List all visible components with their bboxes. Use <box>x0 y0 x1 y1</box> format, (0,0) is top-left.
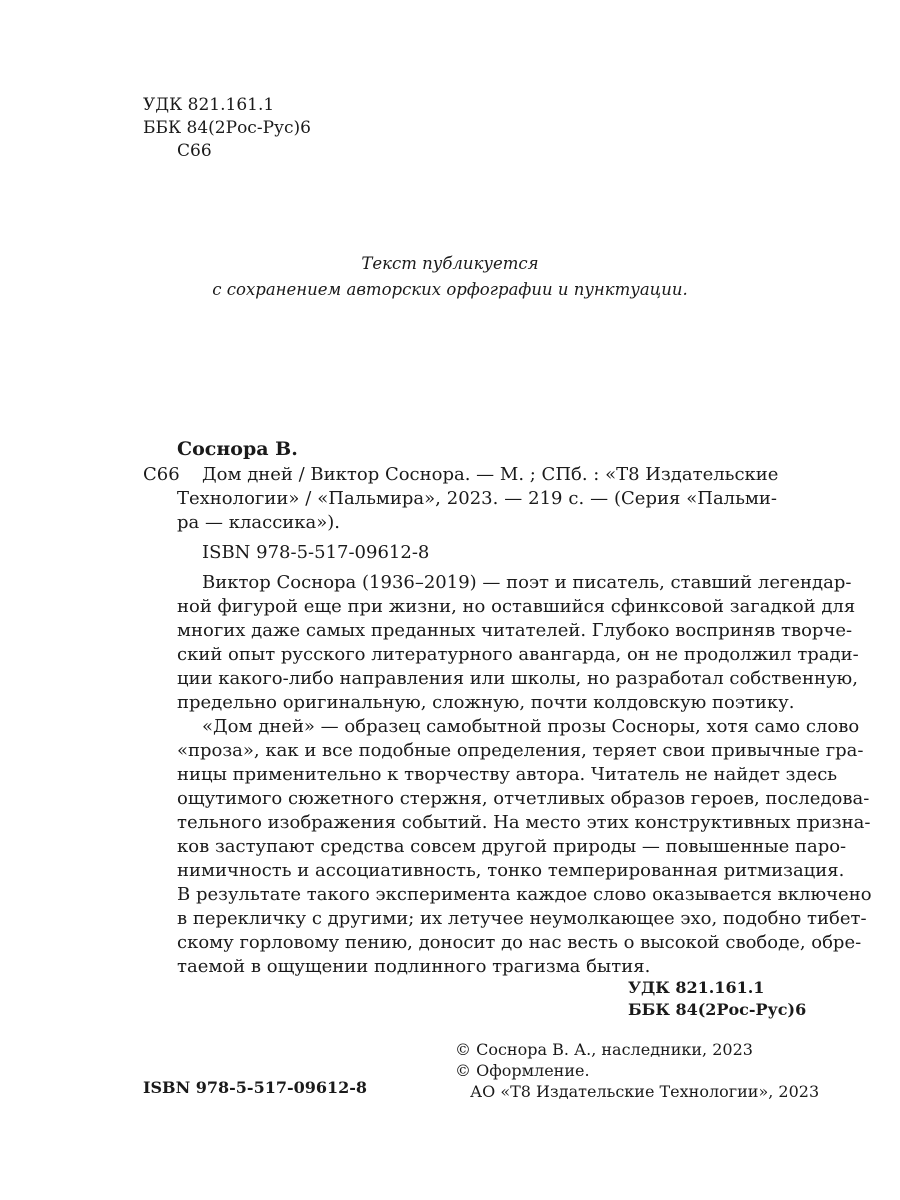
annotation-line: ницы применительно к творчеству автора. Читатель не найдет здесь <box>177 764 838 785</box>
author-mark-top: С66 <box>177 141 212 161</box>
biblio-line: Дом дней / Виктор Соснора. — М. ; СПб. : «Т8 Издательские <box>202 464 779 485</box>
copyright-author: © Соснора В. А., наследники, 2023 <box>455 1040 753 1059</box>
udk-code-top: УДК 821.161.1 <box>143 95 275 115</box>
author-heading: Соснора В. <box>177 438 298 460</box>
isbn-line: ISBN 978-5-517-09612-8 <box>202 542 430 563</box>
annotation-line: ной фигурой еще при жизни, но оставшийся сфинксовой загадкой для <box>177 596 856 617</box>
annotation-line: скому горловому пению, доносит до нас весть о высокой свободе, обре- <box>177 932 862 953</box>
annotation-line: «проза», как и все подобные определения, теряет свои привычные гра- <box>177 740 864 761</box>
annotation-line: ков заступают средства совсем другой природы — повышенные паро- <box>177 836 847 857</box>
annotation-line: ции какого-либо направления или школы, но разработал собственную, <box>177 668 858 689</box>
annotation-para2-first <box>202 715 860 739</box>
bibliographic-description <box>202 463 777 487</box>
publication-notice-line1: Текст публикуется <box>361 254 539 273</box>
annotation-line: ощутимого сюжетного стержня, отчетливых образов героев, последова- <box>177 788 870 809</box>
copyright-design: © Оформление. <box>455 1061 590 1080</box>
copyright-publisher: АО «Т8 Издательские Технологии», 2023 <box>470 1082 820 1101</box>
annotation-line: многих даже самых преданных читателей. Глубоко восприняв творче- <box>177 620 853 641</box>
annotation-line: в перекличку с другими; их летучее неумолкающее эхо, подобно тибет- <box>177 908 867 929</box>
annotation-line: ский опыт русского литературного авангарда, он не продолжил тради- <box>177 644 859 665</box>
annotation-line: «Дом дней» — образец самобытной прозы Сосноры, хотя само слово <box>202 716 860 737</box>
bbk-code-bottom: ББК 84(2Рос-Рус)6 <box>628 1000 807 1019</box>
annotation-first-line <box>202 571 852 595</box>
annotation-para2 <box>177 739 872 979</box>
author-mark: С66 <box>143 464 180 485</box>
annotation-line: тельного изображения событий. На место этих конструктивных призна- <box>177 812 871 833</box>
bibliographic-description-cont <box>177 487 777 535</box>
isbn-footer: ISBN 978-5-517-09612-8 <box>143 1078 368 1097</box>
annotation-line: нимичность и ассоциативность, тонко темперированная ритмизация. <box>177 860 845 881</box>
bbk-code-top: ББК 84(2Рос-Рус)6 <box>143 118 311 138</box>
biblio-line: ра — классика»). <box>177 512 341 533</box>
publication-notice-line2: с сохранением авторских орфографии и пунктуации. <box>212 280 688 299</box>
annotation-line: предельно оригинальную, сложную, почти колдовскую поэтику. <box>177 692 795 713</box>
annotation-line: таемой в ощущении подлинного трагизма бытия. <box>177 956 651 977</box>
udk-code-bottom: УДК 821.161.1 <box>628 978 765 997</box>
biblio-line: Технологии» / «Пальмира», 2023. — 219 с. — (Серия «Пальми- <box>177 488 777 509</box>
annotation-para1 <box>177 595 859 715</box>
annotation-line: Виктор Соснора (1936–2019) — поэт и писатель, ставший легендар- <box>202 572 852 593</box>
annotation-line: В результате такого эксперимента каждое слово оказывается включено <box>177 884 872 905</box>
